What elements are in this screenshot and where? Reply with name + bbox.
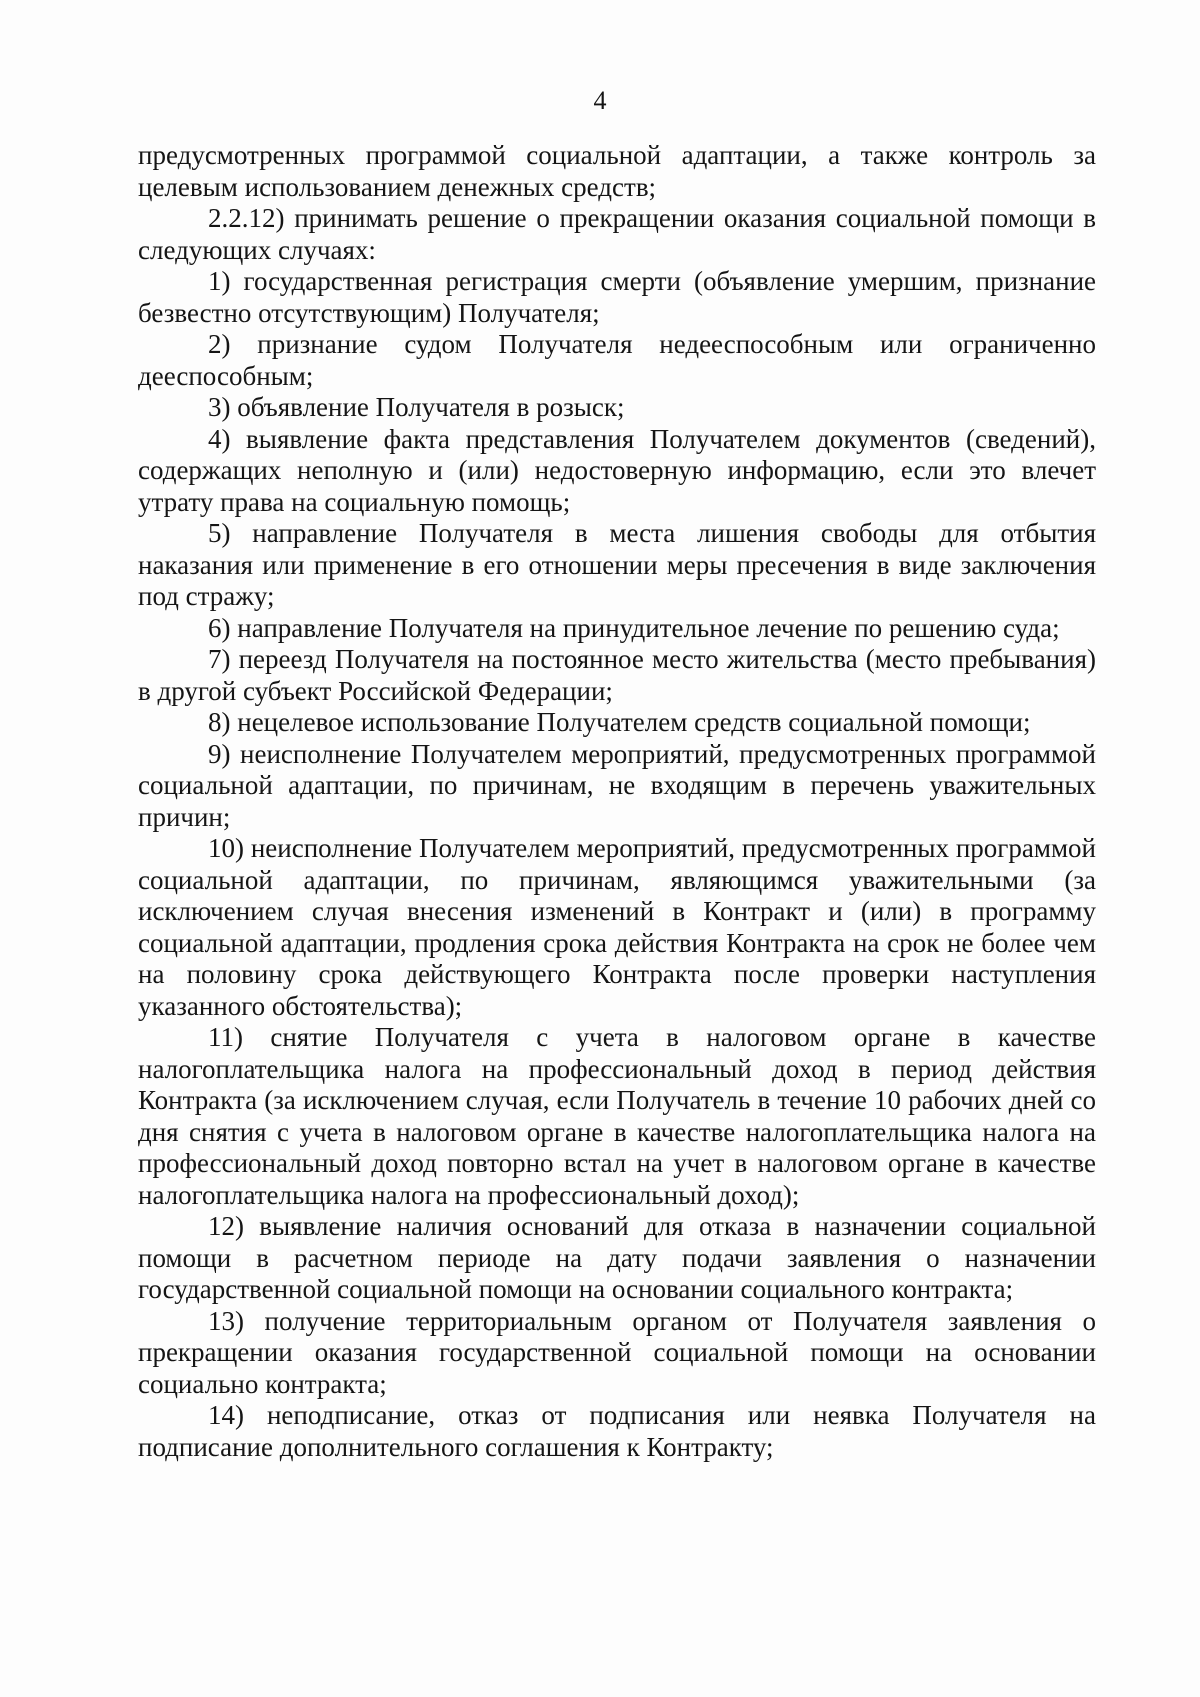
list-item-2: 2) признание судом Получателя недееспособным или ограниченно дееспособным; <box>138 329 1096 391</box>
list-item-1: 1) государственная регистрация смерти (объявление умершим, признание безвестно отсутствующим) Получателя; <box>138 266 1096 328</box>
document-body <box>138 140 1096 1463</box>
list-item-12: 12) выявление наличия оснований для отказа в назначении социальной помощи в расчетном периоде на дату подачи заявления о назначении государственной социальной помощи на основании социального контракта; <box>138 1211 1096 1304</box>
page-number: 4 <box>593 86 607 115</box>
list-item-3: 3) объявление Получателя в розыск; <box>208 392 625 422</box>
list-item-4: 4) выявление факта представления Получателем документов (сведений), содержащих неполную и (или) недостоверную информацию, если это влечет утрату права на социальную помощь; <box>138 423 1096 517</box>
list-item-11: 11) снятие Получателя с учета в налоговом органе в качестве налогоплательщика налога на профессиональный доход в период действия Контракта (за исключением случая, если Получатель в течение 10 рабочих дней со дня снятия с учета в налоговом органе в качестве налогоплательщика налога на профессиональный доход повторно встал на учет в налоговом органе в качестве налогоплательщика налога на профессиональный доход); <box>138 1022 1096 1210</box>
list-item-5: 5) направление Получателя в места лишения свободы для отбытия наказания или применение в его отношении меры пресечения в виде заключения под стражу; <box>138 518 1096 611</box>
list-item-8: 8) нецелевое использование Получателем средств социальной помощи; <box>208 707 1031 737</box>
list-item-14: 14) неподписание, отказ от подписания или неявка Получателя на подписание дополнительного соглашения к Контракту; <box>138 1400 1096 1462</box>
list-item-7: 7) переезд Получателя на постоянное место жительства (место пребывания) в другой субъект Российской Федерации; <box>138 644 1096 706</box>
list-item-9: 9) неисполнение Получателем мероприятий, предусмотренных программой социальной адаптации, по причинам, не входящим в перечень уважительных причин; <box>138 738 1096 832</box>
list-item-6: 6) направление Получателя на принудительное лечение по решению суда; <box>208 612 1060 643</box>
clause-2-2-12: 2.2.12) принимать решение о прекращении оказания социальной помощи в следующих случаях: <box>138 203 1096 265</box>
list-item-13: 13) получение территориальным органом от Получателя заявления о прекращении оказания государственной социальной помощи на основании социально контракта; <box>138 1305 1096 1399</box>
list-item-10: 10) неисполнение Получателем мероприятий, предусмотренных программой социальной адаптации, по причинам, являющимся уважительными (за исключением случая внесения изменений в Контракт и (или) в программу социальной адаптации, продления срока действия Контракта на срок не более чем на половину срока действующего Контракта после проверки наступления указанного обстоятельства); <box>138 833 1096 1021</box>
paragraph-continuation: предусмотренных программой социальной адаптации, а также контроль за целевым использованием денежных средств; <box>138 140 1096 202</box>
